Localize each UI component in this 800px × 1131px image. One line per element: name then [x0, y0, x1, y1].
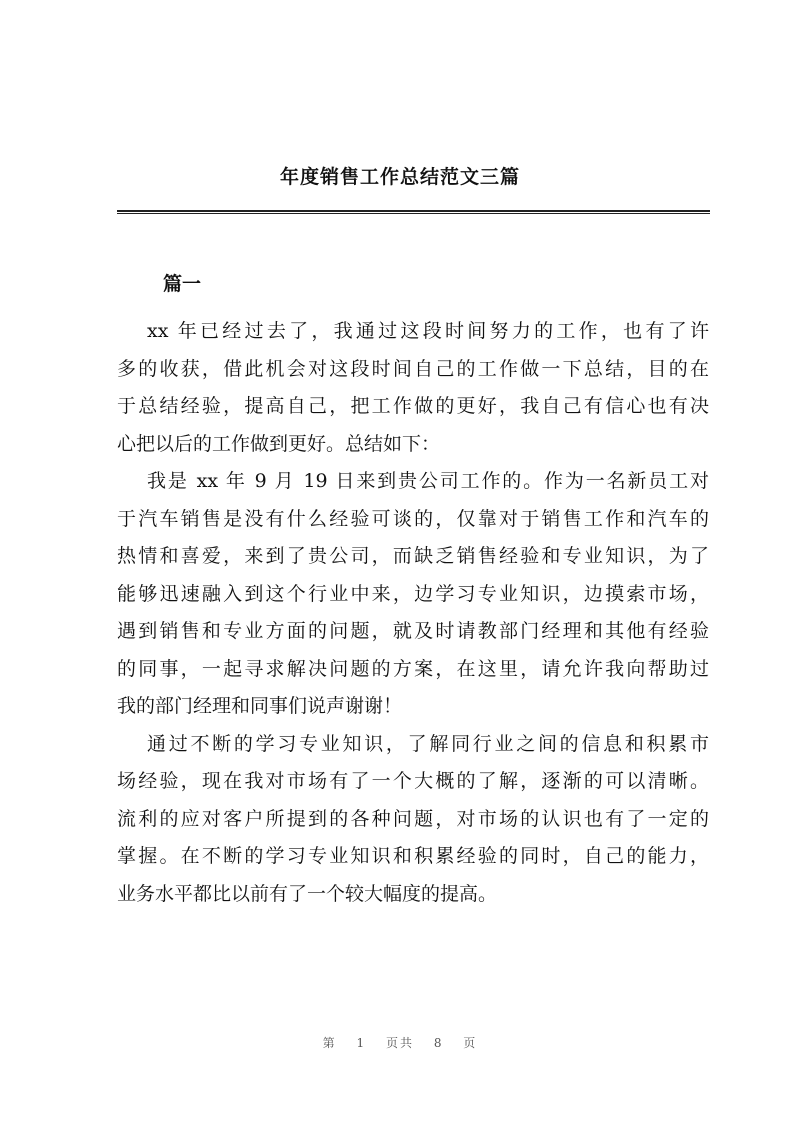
- footer-page-suffix: 页: [463, 1036, 478, 1050]
- paragraph-3-line-1: 通过不断的学习专业知识，了解同行业之间的信息和积累市: [147, 732, 709, 755]
- paragraph-1-line-2: 多的收获，借此机会对这段时间自己的工作做一下总结，目的在: [117, 357, 709, 380]
- section-heading: 篇一: [163, 273, 202, 295]
- paragraph-2-line-1: 我是 xx 年 9 月 19 日来到贵公司工作的。作为一名新员工对: [147, 470, 709, 492]
- paragraph-2-line-7: 我的部门经理和同事们说声谢谢！: [117, 695, 403, 717]
- page-title: 年度销售工作总结范文三篇: [279, 166, 520, 188]
- paragraph-1-line-1: xx 年已经过去了，我通过这段时间努力的工作，也有了许: [147, 320, 709, 342]
- document-body: [117, 313, 709, 913]
- paragraph-3-line-5: 业务水平都比以前有了一个较大幅度的提高。: [117, 882, 498, 905]
- footer-page-number: 1: [356, 1036, 367, 1050]
- paragraph-1-line-3: 于总结经验，提高自己，把工作做的更好，我自己有信心也有决: [117, 395, 709, 417]
- paragraph-2-line-3: 热情和喜爱，来到了贵公司，而缺乏销售经验和专业知识，为了: [117, 545, 709, 567]
- page-footer: [0, 1034, 800, 1051]
- title-divider: [117, 210, 710, 214]
- paragraph-2-line-4: 能够迅速融入到这个行业中来，边学习专业知识，边摸索市场，: [117, 582, 709, 605]
- footer-page-middle: 页共: [385, 1036, 414, 1050]
- paragraph-3-line-2: 场经验，现在我对市场有了一个大概的了解，逐渐的可以清晰。: [117, 770, 709, 792]
- footer-page-total: 8: [433, 1036, 444, 1050]
- footer-page-prefix: 第: [322, 1036, 337, 1050]
- paragraph-2-line-6: 的同事，一起寻求解决问题的方案，在这里，请允许我向帮助过: [117, 657, 709, 680]
- paragraph-3-line-3: 流利的应对客户所提到的各种问题，对市场的认识也有了一定的: [117, 807, 709, 830]
- paragraph-2-line-5: 遇到销售和专业方面的问题，就及时请教部门经理和其他有经验: [117, 620, 709, 642]
- paragraph-2-line-2: 于汽车销售是没有什么经验可谈的，仅靠对于销售工作和汽车的: [117, 507, 709, 530]
- paragraph-3-line-4: 掌握。在不断的学习专业知识和积累经验的同时，自己的能力，: [117, 845, 709, 867]
- paragraph-1-line-4: 心把以后的工作做到更好。总结如下：: [117, 432, 441, 455]
